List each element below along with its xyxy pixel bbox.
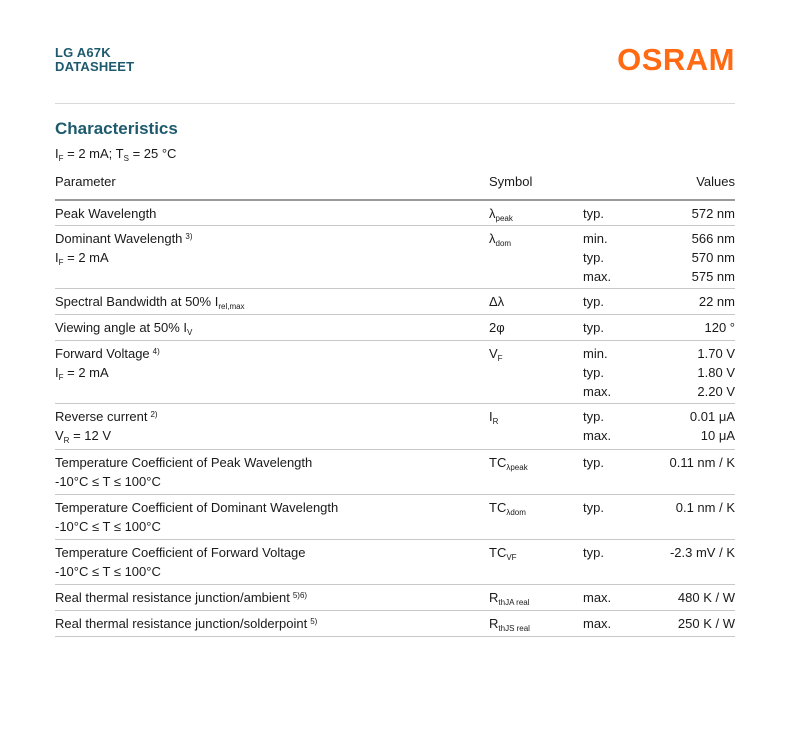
symbol-subscript: dom	[495, 239, 512, 248]
value: 2.20 V	[697, 384, 735, 399]
qualifier: max.	[583, 590, 612, 605]
value: 1.80 V	[697, 365, 735, 380]
footnote-reference: 2)	[150, 410, 158, 419]
value-cell	[615, 407, 735, 445]
value-cell	[615, 543, 735, 562]
condition-range: -10°C ≤ T ≤ 100°C	[55, 474, 161, 489]
symbol-cell	[489, 453, 569, 472]
symbol-cell	[489, 344, 569, 363]
symbol-cell	[489, 292, 569, 311]
condition-symbol: V	[55, 428, 64, 443]
parameter-cell	[55, 614, 485, 633]
value: 0.01 μA	[689, 409, 735, 424]
qualifier: max.	[583, 616, 612, 631]
characteristics-table	[55, 168, 735, 637]
table-row	[55, 450, 735, 495]
symbol-main: λ	[489, 206, 496, 221]
qualifier: typ.	[583, 206, 604, 221]
condition-subscript: F	[58, 258, 64, 267]
qualifier: typ.	[583, 500, 604, 515]
parameter-cell	[55, 229, 485, 267]
symbol-cell	[489, 498, 569, 517]
parameter-name: Forward Voltage	[55, 346, 150, 361]
condition-subscript: F	[58, 373, 64, 382]
symbol-subscript: λpeak	[506, 463, 528, 472]
document-header	[55, 46, 134, 74]
footnote-reference: 5)6)	[292, 591, 308, 600]
qualifier: min.	[583, 346, 608, 361]
value: 250 K / W	[677, 616, 735, 631]
footnote-reference: 3)	[185, 232, 193, 241]
symbol-main: λ	[489, 231, 496, 246]
table-row	[55, 585, 735, 611]
value-cell	[615, 318, 735, 337]
value: 566 nm	[691, 231, 735, 246]
symbol-main: TC	[489, 500, 507, 515]
parameter-cell	[55, 344, 485, 382]
value-cell	[615, 453, 735, 472]
condition-if-symbol: I	[55, 146, 59, 161]
qualifier: typ.	[583, 250, 604, 265]
qualifier: min.	[583, 231, 608, 246]
value: 1.70 V	[697, 346, 735, 361]
symbol-cell	[489, 318, 569, 337]
parameter-name: Real thermal resistance junction/ambient	[55, 590, 290, 605]
value: 22 nm	[698, 294, 735, 309]
value: 572 nm	[691, 206, 735, 221]
document-type: DATASHEET	[55, 59, 135, 74]
condition-value: = 12 V	[69, 428, 112, 443]
header-divider	[55, 103, 735, 104]
product-name: LG A67K	[55, 45, 111, 60]
condition-if-subscript: F	[58, 154, 64, 163]
symbol-cell	[489, 588, 569, 607]
condition-symbol: I	[55, 365, 59, 380]
table-row	[55, 611, 735, 637]
column-header-values: Values	[696, 174, 735, 189]
parameter-cell	[55, 453, 485, 491]
symbol-cell	[489, 614, 569, 633]
qualifier: typ.	[583, 365, 604, 380]
value: 120 °	[704, 320, 735, 335]
test-conditions	[55, 146, 176, 161]
value: 10 μA	[700, 428, 735, 443]
parameter-name: Peak Wavelength	[55, 206, 157, 221]
qualifier: max.	[583, 428, 612, 443]
value-cell	[615, 614, 735, 633]
footnote-reference: 4)	[152, 347, 160, 356]
symbol-cell	[489, 407, 569, 426]
qualifier: max.	[583, 269, 612, 284]
condition-range: -10°C ≤ T ≤ 100°C	[55, 564, 161, 579]
osram-logo: OSRAM	[617, 42, 735, 77]
symbol-subscript: R	[492, 417, 499, 426]
symbol-main: I	[489, 409, 493, 424]
value-cell	[615, 229, 735, 286]
symbol-main: R	[489, 616, 499, 631]
value-cell	[615, 204, 735, 223]
column-header-parameter: Parameter	[55, 174, 116, 189]
table-row	[55, 289, 735, 315]
value: 0.11 nm / K	[669, 455, 735, 470]
symbol-main: 2φ	[489, 320, 505, 335]
condition-symbol: I	[55, 250, 59, 265]
symbol-subscript: λdom	[506, 508, 526, 517]
value: 575 nm	[691, 269, 735, 284]
symbol-cell	[489, 229, 569, 248]
parameter-name: Spectral Bandwidth at 50% I	[55, 294, 219, 309]
value: 570 nm	[691, 250, 735, 265]
symbol-subscript: peak	[495, 214, 513, 223]
qualifier: typ.	[583, 294, 604, 309]
condition-ts-subscript: S	[123, 154, 129, 163]
parameter-name: Temperature Coefficient of Peak Wavelength	[55, 455, 313, 470]
parameter-cell	[55, 543, 485, 581]
parameter-cell	[55, 588, 485, 607]
table-row	[55, 341, 735, 404]
condition-if-value: = 2 mA; T	[63, 146, 124, 161]
symbol-main: TC	[489, 545, 507, 560]
condition-value: = 2 mA	[63, 365, 109, 380]
parameter-name: Temperature Coefficient of Forward Voltage	[55, 545, 306, 560]
column-header-symbol: Symbol	[489, 174, 533, 189]
parameter-cell	[55, 292, 485, 311]
parameter-cell	[55, 318, 485, 337]
parameter-cell	[55, 498, 485, 536]
qualifier: typ.	[583, 545, 604, 560]
value-cell	[615, 344, 735, 401]
condition-range: -10°C ≤ T ≤ 100°C	[55, 519, 161, 534]
parameter-name: Real thermal resistance junction/solderpoint	[55, 616, 308, 631]
symbol-subscript: thJS real	[498, 624, 530, 633]
symbol-main: Δλ	[489, 294, 505, 309]
parameter-name: Reverse current	[55, 409, 148, 424]
value: 0.1 nm / K	[675, 500, 735, 515]
value: 480 K / W	[677, 590, 735, 605]
parameter-cell	[55, 407, 485, 445]
value-cell	[615, 292, 735, 311]
condition-value: = 2 mA	[63, 250, 109, 265]
parameter-name: Viewing angle at 50% I	[55, 320, 188, 335]
symbol-main: R	[489, 590, 499, 605]
symbol-subscript: VF	[506, 553, 517, 562]
parameter-subscript: V	[187, 328, 193, 337]
table-header-row	[55, 168, 735, 201]
parameter-cell	[55, 204, 485, 223]
section-title: Characteristics	[55, 119, 178, 138]
parameter-name: Temperature Coefficient of Dominant Wavelength	[55, 500, 339, 515]
value: -2.3 mV / K	[669, 545, 735, 560]
table-row	[55, 495, 735, 540]
parameter-subscript: rel,max	[218, 302, 245, 311]
table-row	[55, 404, 735, 450]
symbol-main: V	[489, 346, 498, 361]
symbol-subscript: F	[497, 354, 503, 363]
qualifier: typ.	[583, 320, 604, 335]
condition-ts-value: = 25 °C	[128, 146, 177, 161]
symbol-main: TC	[489, 455, 507, 470]
symbol-cell	[489, 543, 569, 562]
value-cell	[615, 588, 735, 607]
symbol-cell	[489, 204, 569, 223]
footnote-reference: 5)	[310, 617, 318, 626]
symbol-subscript: thJA real	[498, 598, 530, 607]
qualifier: typ.	[583, 455, 604, 470]
qualifier: max.	[583, 384, 612, 399]
table-row	[55, 315, 735, 341]
parameter-name: Dominant Wavelength	[55, 231, 183, 246]
value-cell	[615, 498, 735, 517]
table-row	[55, 201, 735, 226]
qualifier: typ.	[583, 409, 604, 424]
condition-subscript: R	[63, 436, 70, 445]
table-row	[55, 226, 735, 289]
table-row	[55, 540, 735, 585]
